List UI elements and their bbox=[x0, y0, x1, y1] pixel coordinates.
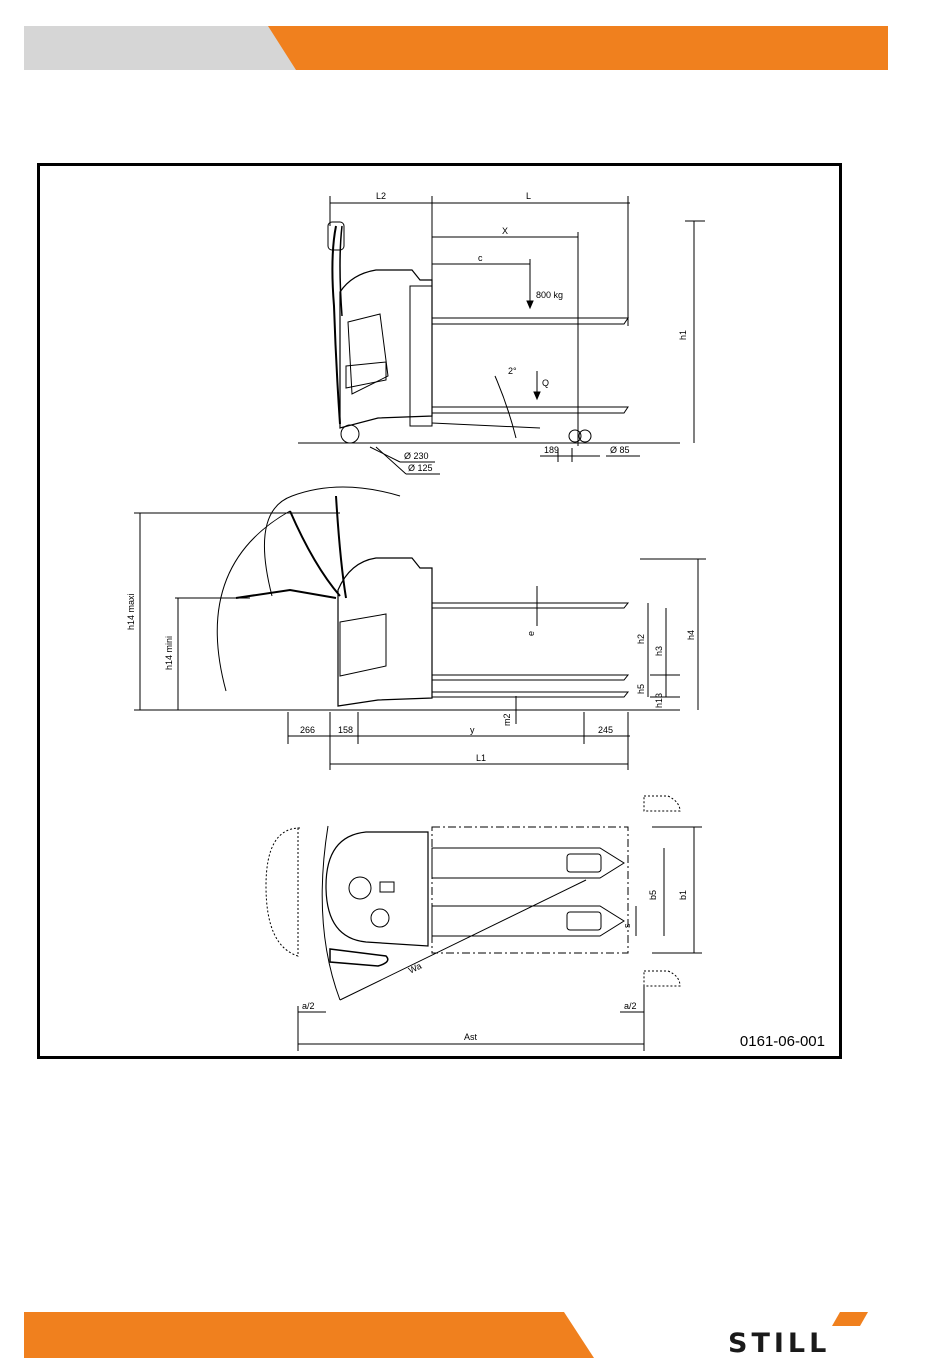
label-d-load: Ø 85 bbox=[610, 445, 630, 455]
label-L2: L2 bbox=[376, 191, 387, 201]
label-266: 266 bbox=[300, 725, 316, 735]
label-h4: h4 bbox=[686, 629, 696, 640]
label-b5: b5 bbox=[648, 889, 658, 900]
label-245: 245 bbox=[598, 725, 614, 735]
label-a2-right: a/2 bbox=[624, 1001, 637, 1011]
label-h14-max: h14 maxi bbox=[126, 593, 136, 630]
label-h14-min: h14 mini bbox=[164, 635, 174, 670]
label-s: s bbox=[622, 923, 632, 928]
side-view-heights bbox=[134, 487, 706, 770]
label-X: X bbox=[502, 226, 509, 236]
brand-name: STILL bbox=[728, 1328, 831, 1359]
label-158: 158 bbox=[338, 725, 354, 735]
label-angle: 2° bbox=[508, 366, 517, 376]
footer-orange-block bbox=[24, 1312, 594, 1358]
label-y: y bbox=[470, 725, 475, 735]
label-189: 189 bbox=[544, 445, 560, 455]
figure-id: 0161-06-001 bbox=[739, 1033, 825, 1050]
dimension-drawing bbox=[40, 166, 839, 1056]
label-d-drive: Ø 230 bbox=[404, 451, 429, 461]
label-Wa: Wa bbox=[406, 960, 424, 976]
label-a2-left: a/2 bbox=[302, 1001, 315, 1011]
header-band bbox=[24, 26, 888, 70]
label-d-stab: Ø 125 bbox=[408, 463, 433, 473]
label-Q: Q bbox=[542, 378, 550, 388]
footer-band bbox=[24, 1312, 594, 1358]
label-h13: h13 bbox=[654, 692, 664, 708]
label-e: e bbox=[526, 630, 536, 636]
label-L: L bbox=[526, 191, 532, 201]
header-orange-block bbox=[268, 26, 888, 70]
label-h2: h2 bbox=[636, 633, 646, 644]
label-h5: h5 bbox=[636, 683, 646, 694]
label-load: 800 kg bbox=[536, 290, 564, 300]
side-view-loaded bbox=[298, 196, 705, 474]
label-b1: b1 bbox=[678, 889, 688, 900]
label-h3: h3 bbox=[654, 645, 664, 656]
technical-drawing-frame bbox=[37, 163, 842, 1059]
logo-mark-icon bbox=[728, 1310, 888, 1330]
label-c: c bbox=[478, 253, 483, 263]
brand-logo bbox=[728, 1310, 888, 1358]
dimension-labels bbox=[126, 191, 696, 1042]
label-L1: L1 bbox=[476, 753, 487, 763]
label-h1: h1 bbox=[678, 329, 688, 340]
label-m2: m2 bbox=[502, 713, 512, 726]
plan-view bbox=[266, 796, 702, 1051]
label-Ast: Ast bbox=[464, 1032, 478, 1042]
